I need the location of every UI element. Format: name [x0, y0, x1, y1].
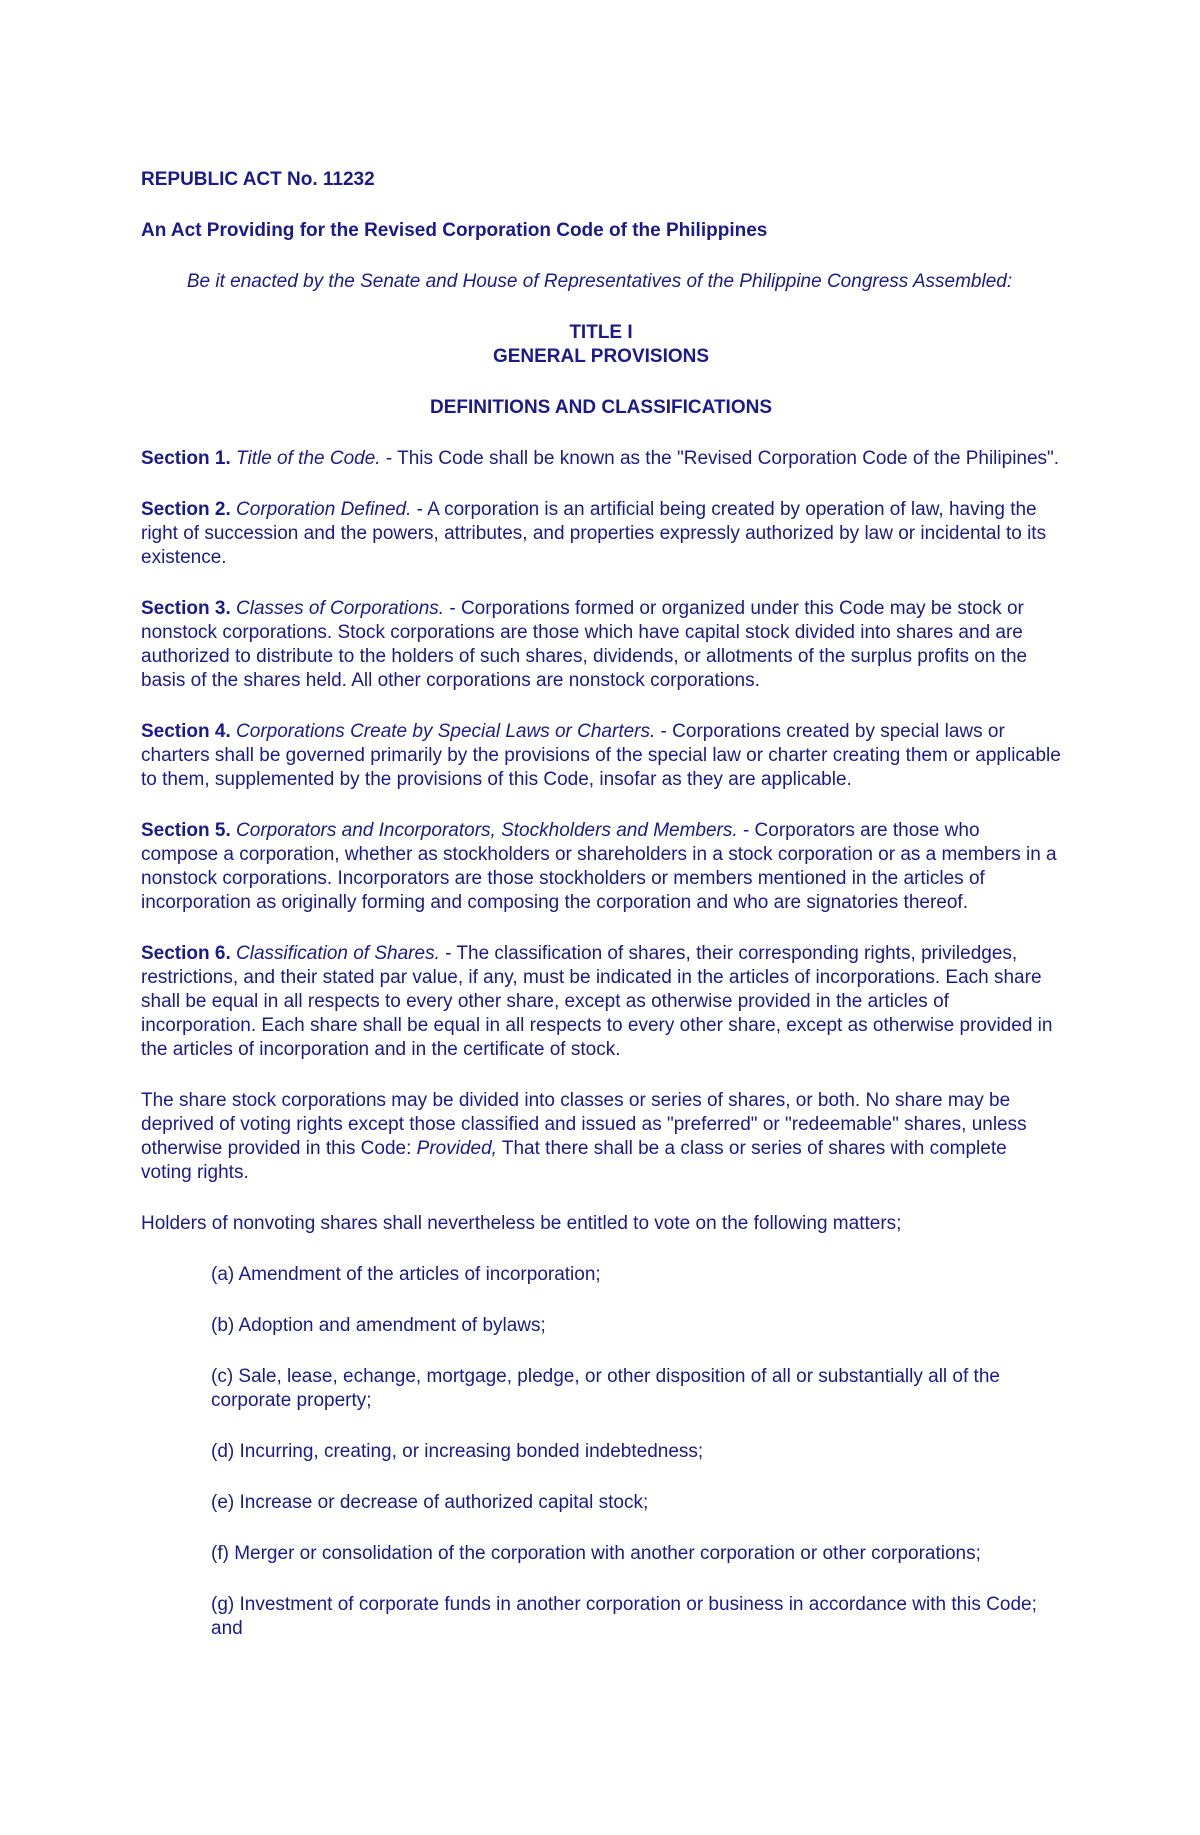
- section-1: [141, 447, 1061, 471]
- section-5: [141, 819, 1061, 915]
- section-body: - This Code shall be known as the "Revised Corporation Code of the Philipines".: [380, 448, 1060, 469]
- section-label: Section 1.: [141, 448, 231, 469]
- proviso-word: Provided,: [416, 1138, 497, 1159]
- share-paragraph-text: The share stock corporations may be divided into classes or series of shares, or both. No share may be deprived of voting rights except those classified and issued as "preferred" or "redeemable" shares, unless otherwise provided in this Code:: [141, 1090, 1027, 1159]
- share-paragraph-text-end: That there shall be a class or series of shares with complete voting rights.: [141, 1138, 1007, 1183]
- title-heading: [141, 321, 1061, 369]
- act-title: An Act Providing for the Revised Corporation Code of the Philippines: [141, 220, 768, 241]
- section-label: Section 4.: [141, 721, 231, 742]
- title-heading-line2: GENERAL PROVISIONS: [492, 346, 710, 367]
- act-number: REPUBLIC ACT No. 11232: [141, 169, 375, 190]
- section-label: Section 2.: [141, 499, 231, 520]
- section-heading: Corporation Defined.: [236, 499, 412, 520]
- matter-item-a: (a) Amendment of the articles of incorporation;: [211, 1264, 601, 1285]
- enacting-clause: Be it enacted by the Senate and House of Representatives of the Philippine Congress Assembled:: [186, 271, 1013, 292]
- section-body: - Corporators are those who compose a corporation, whether as stockholders or shareholders in a stock corporation or as a members in a nonstock corporations. Incorporators are those stockholders or members mentioned in the articles of incorporation as originally forming and composing the corporation and who are signatories thereof.: [141, 820, 1057, 913]
- document-page: [141, 168, 1061, 1668]
- title-heading-line1: TITLE I: [569, 322, 633, 343]
- matter-item-d: (d) Incurring, creating, or increasing bonded indebtedness;: [211, 1441, 704, 1462]
- section-6: [141, 942, 1061, 1062]
- section-heading: Title of the Code.: [236, 448, 381, 469]
- matter-item-b: (b) Adoption and amendment of bylaws;: [211, 1315, 546, 1336]
- section-body: - Corporations formed or organized under this Code may be stock or nonstock corporations. Stock corporations are those which have capital stock divided into shares and are authorized to distribute to the holders of such shares, dividends, or allotments of the surplus profits on the basis of the shares held. All other corporations are nonstock corporations.: [141, 598, 1028, 691]
- chapter-heading: DEFINITIONS AND CLASSIFICATIONS: [430, 397, 772, 418]
- section-2: [141, 498, 1061, 570]
- share-classes-paragraph: [141, 1089, 1061, 1185]
- matter-item-f: (f) Merger or consolidation of the corporation with another corporation or other corporations;: [211, 1543, 981, 1564]
- section-4: [141, 720, 1061, 792]
- section-heading: Corporators and Incorporators, Stockholders and Members.: [236, 820, 738, 841]
- section-label: Section 5.: [141, 820, 231, 841]
- section-body: - The classification of shares, their corresponding rights, priviledges, restrictions, and their stated par value, if any, must be indicated in the articles of incorporations. Each share shall be equal in all respects to every other share, except as otherwise provided in the articles of incorporation. Each share shall be equal in all respects to every other share, except as otherwise provided in the articles of incorporation and in the certificate of stock.: [141, 943, 1053, 1060]
- section-3: [141, 597, 1061, 693]
- matter-item-g: (g) Investment of corporate funds in another corporation or business in accordance with this Code; and: [211, 1594, 1037, 1639]
- section-body: - Corporations created by special laws or charters shall be governed primarily by the provisions of the special law or charter creating them or applicable to them, supplemented by the provisions of this Code, insofar as they are applicable.: [141, 721, 1061, 790]
- section-heading: Classes of Corporations.: [236, 598, 445, 619]
- section-label: Section 3.: [141, 598, 231, 619]
- section-label: Section 6.: [141, 943, 231, 964]
- nonvoting-intro: Holders of nonvoting shares shall nevertheless be entitled to vote on the following matters;: [141, 1213, 902, 1234]
- section-heading: Classification of Shares.: [236, 943, 440, 964]
- section-heading: Corporations Create by Special Laws or Charters.: [236, 721, 656, 742]
- matter-item-c: (c) Sale, lease, echange, mortgage, pledge, or other disposition of all or substantially all of the corporate property;: [211, 1366, 1000, 1411]
- matter-item-e: (e) Increase or decrease of authorized capital stock;: [211, 1492, 649, 1513]
- section-body: - A corporation is an artificial being created by operation of law, having the right of succession and the powers, attributes, and properties expressly authorized by law or incidental to its existence.: [141, 499, 1047, 568]
